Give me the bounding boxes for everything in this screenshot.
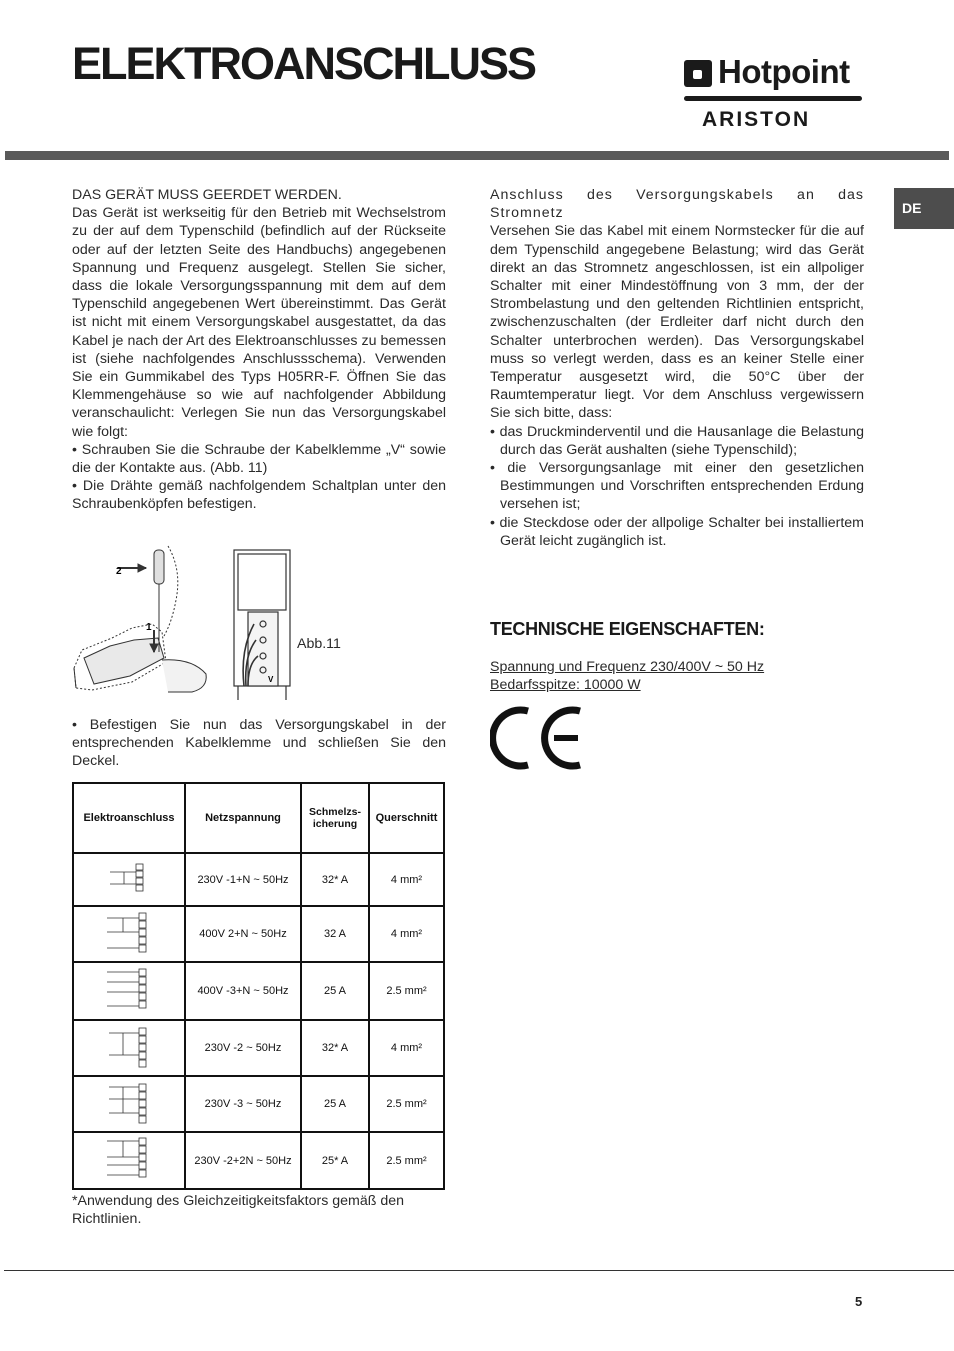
cross-section-cell: 4 mm² (369, 853, 444, 906)
fuse-cell: 25* A (301, 1132, 369, 1189)
voltage-cell: 230V -3 ~ 50Hz (185, 1076, 301, 1132)
section-heading: Anschluss des Versorgungskabels an das Stromnetz (490, 187, 864, 222)
requirement-bullet: • die Versorgungsanlage mit einer den gesetzlichen Bestimmungen und Vorschriften entsprechenden Erdung versehen ist; (490, 460, 864, 513)
wiring-diagram-icon (73, 853, 185, 906)
fuse-cell: 25 A (301, 1076, 369, 1132)
wiring-diagram-icon (73, 1020, 185, 1076)
col-header: Querschnitt (369, 783, 444, 853)
wiring-diagram-icon (73, 1132, 185, 1189)
instruction-bullet: • Die Drähte gemäß nachfolgendem Schaltplan unter den Schraubenköpfen befestigen. (72, 478, 446, 513)
spec-power: Bedarfsspitze: 10000 W (490, 677, 641, 694)
voltage-cell: 400V -3+N ~ 50Hz (185, 962, 301, 1020)
table-row (73, 962, 444, 1020)
page-number: 5 (855, 1294, 863, 1309)
instruction-bullet: • Schrauben Sie die Schraube der Kabelklemme „V“ sowie die der Kontakte aus. (Abb. 11) (72, 441, 446, 477)
language-tab: DE (894, 188, 954, 229)
logo-hotpoint: Hotpoint (718, 53, 850, 90)
fuse-cell: 32* A (301, 853, 369, 906)
logo-divider (684, 96, 862, 101)
voltage-cell: 230V -1+N ~ 50Hz (185, 853, 301, 906)
terminal-box-illustration (234, 550, 290, 700)
intro-text: Das Gerät ist werkseitig für den Betrieb mit Wechselstrom zu der auf dem Typenschild (befindlich auf der Rückseite oder auf der letzten Seite des Handbuchs) angegebenen Spannung und Frequenz ausgelegt. Stellen Sie sicher, dass die lokale Versorgungsspannung mit dem auf dem Typenschild angegebenen Wert übereinstimmt. Das Gerät ist nicht mit einem Versorgungskabel ausgestattet, da das Kabel je nach der Art des Elektroanschlusses zu bemessen ist (siehe nachfolgendes Anschlussschema). Verwenden Sie ein Gummikabel des Typs H05RR-F. Öffnen Sie das Klemmengehäuse so wie auf nachfolgender Abbildung veranschaulicht: Verlegen Sie nun das Versorgungskabel wie folgt: (72, 205, 446, 440)
col-header: Schmelzs-icherung (301, 783, 369, 853)
requirement-bullet: • das Druckminderventil und die Hausanlage die Belastung durch das Gerät aushalten (siehe Typenschild); (490, 423, 864, 458)
left-column (72, 186, 446, 514)
wiring-diagram-icon (73, 1076, 185, 1132)
section-text: Versehen Sie das Kabel mit einem Normstecker für die auf dem Typenschild angegebene Belastung; wird das Gerät direkt an das Stromnetz angeschlossen, ist ein allpoliger Schalter mit einer Mindestöffnung von 3 mm, der der Strombelastung und den geltenden Richtlinien entspricht, zwischenzuschalten (der Erdleiter darf nicht durch den Schalter unterbrochen werden). Das Versorgungskabel muss so verlegt werden, dass es an keiner Stelle einer Temperatur ausgesetzt wird, die 50°C über der Raumtemperatur liegt. Vor dem Anschluss vergewissern Sie sich bitte, dass: (490, 223, 864, 422)
closing-instruction: • Befestigen Sie nun das Versorgungskabel in der entsprechenden Kabelklemme und schließen Sie den Deckel. (72, 717, 446, 770)
tech-specs (490, 658, 764, 694)
table-row (73, 853, 444, 906)
voltage-cell: 230V -2 ~ 50Hz (185, 1020, 301, 1076)
ce-mark-icon (490, 703, 586, 773)
cross-section-cell: 4 mm² (369, 906, 444, 962)
right-column (490, 186, 864, 550)
cross-section-cell: 2.5 mm² (369, 1076, 444, 1132)
table-row (73, 906, 444, 962)
screwdriver-illustration (74, 546, 206, 692)
table-footnote: *Anwendung des Gleichzeitigkeitsfaktors gemäß den Richtlinien. (72, 1193, 405, 1228)
cross-section-cell: 4 mm² (369, 1020, 444, 1076)
brand-logo (684, 53, 864, 132)
figure-abb11 (72, 540, 352, 700)
col-header: Netzspannung (185, 783, 301, 853)
table-row (73, 1020, 444, 1076)
figure-label-2: 2 (116, 566, 122, 577)
logo-ariston: ARISTON (702, 108, 811, 131)
cross-section-cell: 2.5 mm² (369, 1132, 444, 1189)
spec-voltage: Spannung und Frequenz 230/400V ~ 50 Hz (490, 659, 765, 675)
voltage-cell: 230V -2+2N ~ 50Hz (185, 1132, 301, 1189)
figure-label-1: 1 (146, 622, 152, 633)
col-header: Elektroanschluss (73, 783, 185, 853)
table-header-row (73, 783, 444, 853)
logo-square-icon (684, 60, 712, 87)
header-rule (5, 151, 949, 160)
connection-table (72, 782, 445, 1190)
figure-label-v: V (268, 675, 274, 684)
fuse-cell: 32* A (301, 1020, 369, 1076)
intro-heading: DAS GERÄT MUSS GEERDET WERDEN. (72, 187, 342, 203)
footer-rule (4, 1270, 954, 1271)
page-title: ELEKTROANSCHLUSS (72, 38, 536, 89)
cross-section-cell: 2.5 mm² (369, 962, 444, 1020)
fuse-cell: 32 A (301, 906, 369, 962)
fuse-cell: 25 A (301, 962, 369, 1020)
tech-specs-heading: TECHNISCHE EIGENSCHAFTEN: (490, 619, 765, 639)
wiring-diagram-icon (73, 962, 185, 1020)
voltage-cell: 400V 2+N ~ 50Hz (185, 906, 301, 962)
requirement-bullet: • die Steckdose oder der allpolige Schalter bei installiertem Gerät leicht zugänglich ist. (490, 514, 864, 549)
table-row (73, 1076, 444, 1132)
table-row (73, 1132, 444, 1189)
figure-caption: Abb.11 (297, 636, 341, 652)
wiring-diagram-icon (73, 906, 185, 962)
